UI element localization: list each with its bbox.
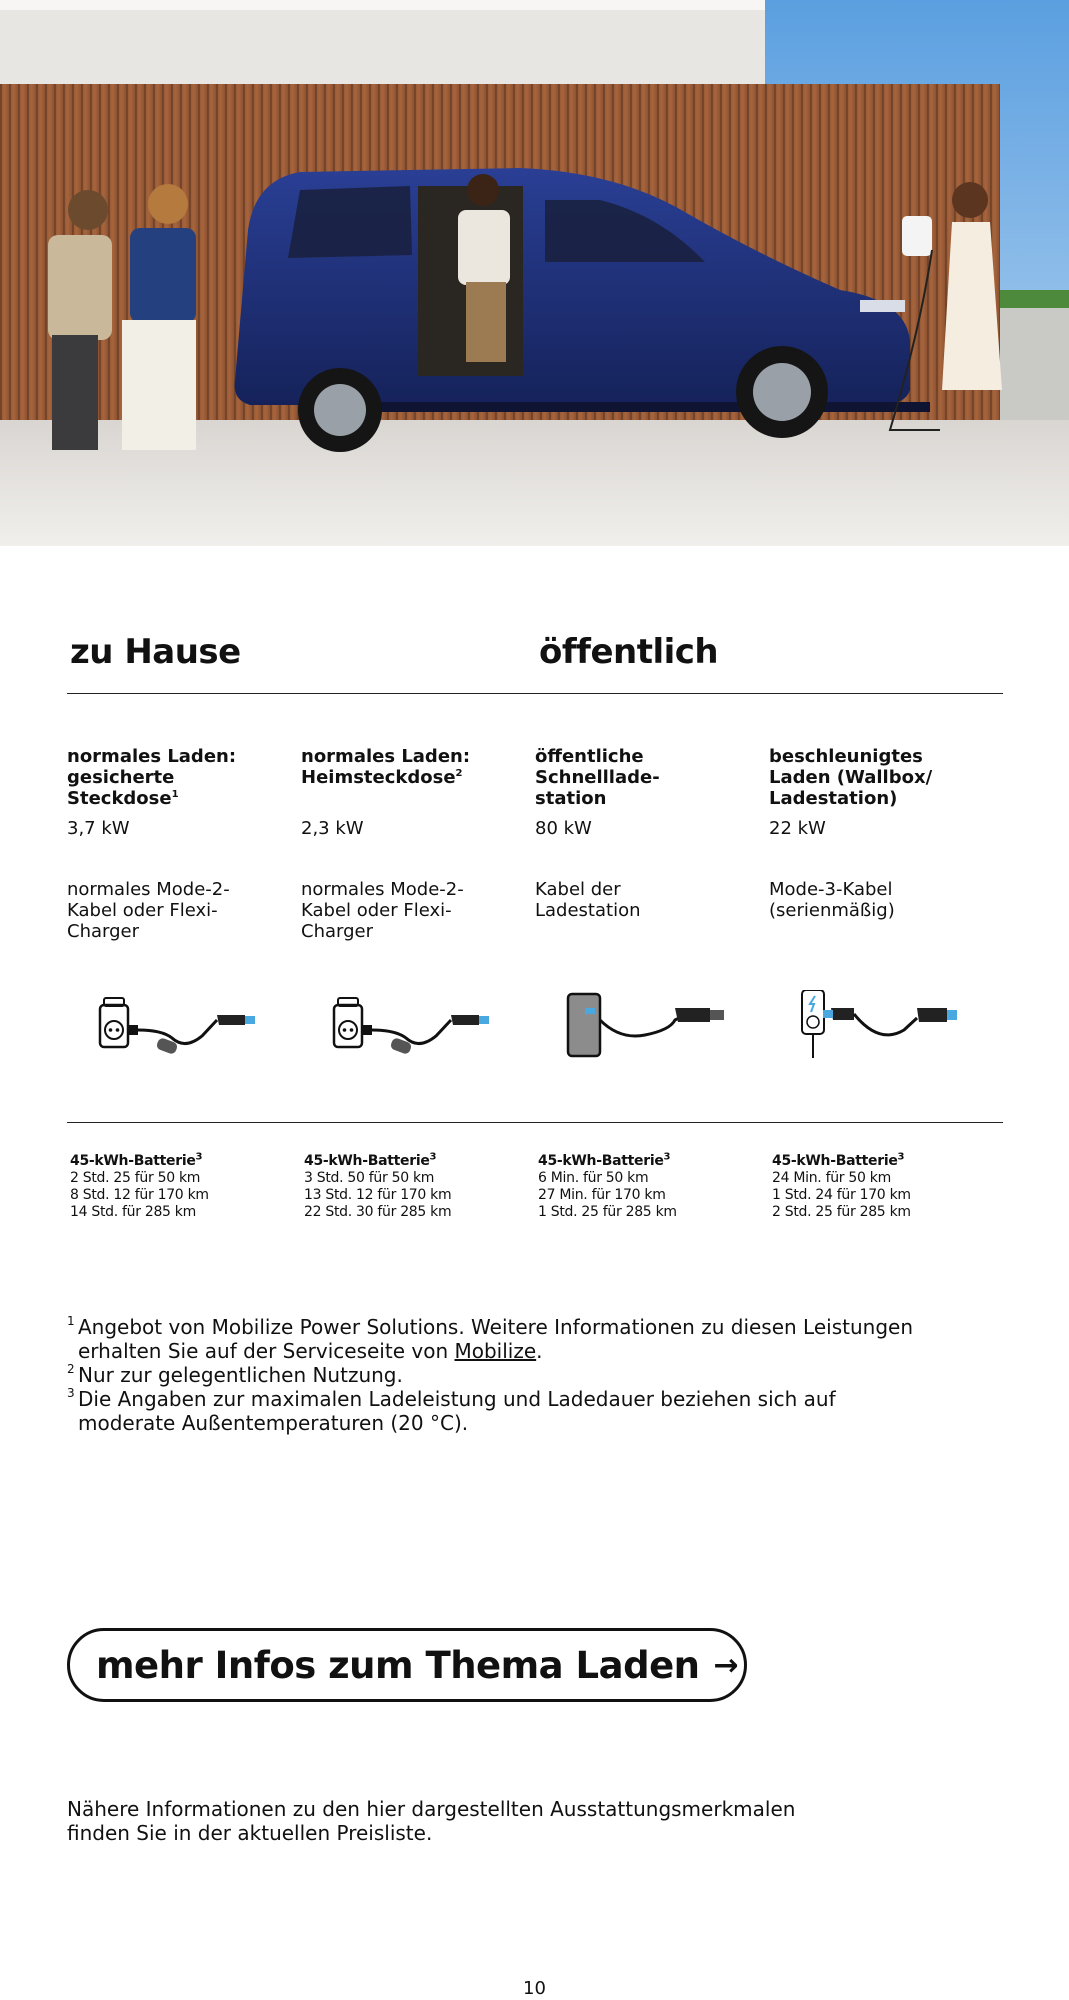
hero-photo — [0, 0, 1069, 546]
page-number: 10 — [523, 1978, 546, 1999]
battery-info-2: 45-kWh-Batterie$^3$ 3 Std. 50 für 50 km 13 Std. 12 für 170 km 22 Std. 30 für 285 km — [304, 1151, 452, 1220]
footnote-1: 1 Angebot von Mobilize Power Solutions. Weitere Informationen zu diesen Leistungen erhalten Sie auf der Serviceseite von Mobilize. — [67, 1314, 913, 1363]
heading-zu-hause: zu Hause — [70, 632, 241, 672]
more-info-charging-button[interactable] — [67, 1628, 747, 1702]
footnote-2: 2 Nur zur gelegentlichen Nutzung. — [67, 1362, 403, 1387]
socket-cable-icon — [67, 990, 257, 1060]
cta-label: mehr Infos zum Thema Laden — [96, 1643, 700, 1687]
charging-power: 22 kW — [769, 818, 826, 839]
column-title: normales Laden: gesicherte Steckdose$^1$ — [67, 746, 237, 809]
heading-oeffentlich: öffentlich — [539, 632, 719, 672]
socket-cable-icon — [301, 990, 491, 1060]
charging-station-icon — [535, 990, 735, 1060]
battery-info-3: 45-kWh-Batterie$^3$ 6 Min. für 50 km 27 Min. für 170 km 1 Std. 25 für 285 km — [538, 1151, 677, 1220]
cable-type: Mode-3-Kabel (serienmäßig) — [769, 879, 895, 921]
divider-top — [67, 693, 1003, 694]
charging-power: 3,7 kW — [67, 818, 130, 839]
footnotes — [67, 1315, 1017, 1435]
battery-info-4: 45-kWh-Batterie$^3$ 24 Min. für 50 km 1 Std. 24 für 170 km 2 Std. 25 für 285 km — [772, 1151, 911, 1220]
battery-info-1: 45-kWh-Batterie$^3$ 2 Std. 25 für 50 km 8 Std. 12 für 170 km 14 Std. für 285 km — [70, 1151, 209, 1220]
arrow-right-icon: → — [713, 1647, 739, 1683]
column-title: beschleunigtes Laden (Wallbox/ Ladestation) — [769, 746, 933, 809]
wallbox-cable-icon — [769, 990, 969, 1060]
footnote-3: 3 Die Angaben zur maximalen Ladeleistung und Ladedauer beziehen sich auf moderate Außentemperaturen (20 °C). — [67, 1386, 836, 1435]
family-with-electric-van-illustration — [0, 0, 1069, 546]
divider-middle — [67, 1122, 1003, 1123]
column-title: normales Laden: Heimsteckdose$^2$ — [301, 746, 471, 788]
cable-type: normales Mode-2- Kabel oder Flexi- Charger — [301, 879, 464, 942]
charging-power: 2,3 kW — [301, 818, 364, 839]
cable-type: Kabel der Ladestation — [535, 879, 641, 921]
charging-power: 80 kW — [535, 818, 592, 839]
cable-type: normales Mode-2- Kabel oder Flexi- Charger — [67, 879, 230, 942]
price-list-note: Nähere Informationen zu den hier dargestellten Ausstattungsmerkmalen finden Sie in der aktuellen Preisliste. — [67, 1797, 796, 1845]
mobilize-link[interactable]: Mobilize — [454, 1339, 537, 1363]
column-title: öffentliche Schnelllade- station — [535, 746, 660, 809]
